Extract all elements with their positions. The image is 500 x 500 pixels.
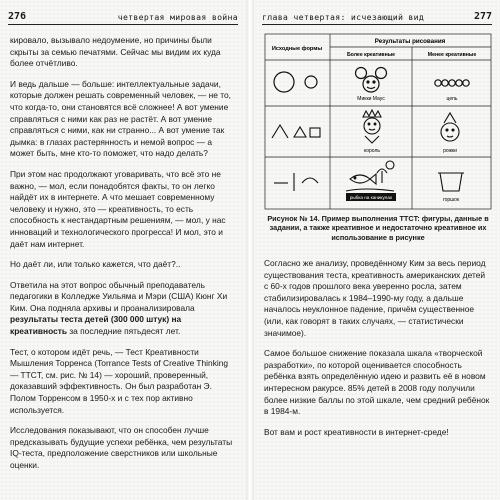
paragraph: Вот вам и рост креативности в интернет-среде! [264,426,449,437]
paragraph: Согласно же анализу, проведённому Ким за весь период существования теста, креативность американских детей с 60-х годов прошлого века уверенно росла, затем стабилизировалась к 1984–1990-му году, а дальше началось неуклонное падение, причём существенное (или, как говорят в таких случаях, — статистически значимое). [264,258,486,338]
paragraph-text: за последние пятьдесят лет. [67,326,181,337]
right-page [254,0,500,500]
right-running-header [262,6,492,25]
left-page-number: 276 [8,11,27,22]
left-running-header [8,6,238,25]
paragraph: И ведь дальше — больше: интеллектуальные задачи, которые должен решать современный человек, — не то, что когда-то, они становятся всё сложнее! А вот умение справляться с ними как раз не растёт. А вот умение справляться с ними, как ни странно... А вот умение так дымка: в глазах растерянность и немой вопрос — а может быть, мне кто-то поможет, что надо делать? [10,78,231,159]
source-caret [272,125,288,138]
paragraph: Тест, о котором идёт речь, — Тест Креативности Мышления Торренса (Torrance Tests of Creative Thinking — TTCT, см. рис. № 14) — хороший, проверенный, доказавший эффективность. Он был разработан Э. Полом Торренсом в 1950-х и с тех пор активно используется. [10,346,229,415]
bold-phrase: результаты теста детей (300 000 штук) на креативность [10,314,182,337]
paragraph: Самое большое снижение показала шкала «творческой разработки», по которой оценивается способность ребёнка взять определённую идею и развить её в новом интересном ракурсе. 85% детей в 2008 году получили более низкие баллы по этой шкале, чем средний ребёнок в 1984-м. [264,348,490,417]
label-horns: рожки [443,148,457,154]
label-chain: цепь [446,96,458,102]
header-results: Результаты рисования [374,38,446,45]
left-page [0,0,246,500]
label-pot: горшок [442,197,460,203]
right-body-text [264,258,490,447]
right-page-number: 277 [473,11,492,22]
right-running-head-title: глава четвертая: исчезающий вид [262,12,425,22]
source-circle-large [274,72,294,92]
label-fish: рыбка на каникулах [349,195,393,200]
paragraph: Но даёт ли, или только кажется, что даёт?.. [10,259,181,270]
figure-caption: Рисунок № 14. Пример выполнения TTCT: фигуры, данные в задании, а также креативное и недостаточно креативное их использование в рисунке [267,214,489,242]
header-more-creative: Более креативные [346,52,396,58]
header-less-creative: Менее креативные [427,52,477,58]
paragraph: Исследования показывают, что он способен лучше предсказывать будущие успехи ребёнка, чем результаты IQ-теста, предположение сверстников или школьные оценки. [10,425,233,470]
ttct-figure [264,33,492,210]
label-king: король [364,148,380,154]
paragraph: кировало, вызывало недоумение, но причины были скрыты за семью печатями. Сейчас мы видим их куда более отчётливо. [10,35,221,69]
book-gutter [246,0,254,500]
header-source-shapes: Исходные формы [271,46,323,52]
paragraph-text: Ответила на этот вопрос обычный преподаватель педагогики в Колледже Уильяма и Мэри (США) Кюнг Хи Ким. Она подняла архивы и проанализировала [10,279,228,313]
left-running-head-title: четвертая мировая война [117,12,238,22]
ttct-table-diagram [264,33,492,210]
left-body-text [10,35,236,481]
label-mickey: Микки Маус [357,96,385,102]
source-circle-small [305,76,317,88]
paragraph [10,280,236,338]
paragraph: При этом нас продолжают уговаривать, что всё это не важно, — мол, если понадобятся факты, то он легко найдёт их в интернете. А что мешает современному человеку и нужно, это — креативность, то есть способность к нестандартным решениям, — мол, у нас инноваций и технологического прогресса! И мол, это и даёт нам интернет. [10,168,226,249]
